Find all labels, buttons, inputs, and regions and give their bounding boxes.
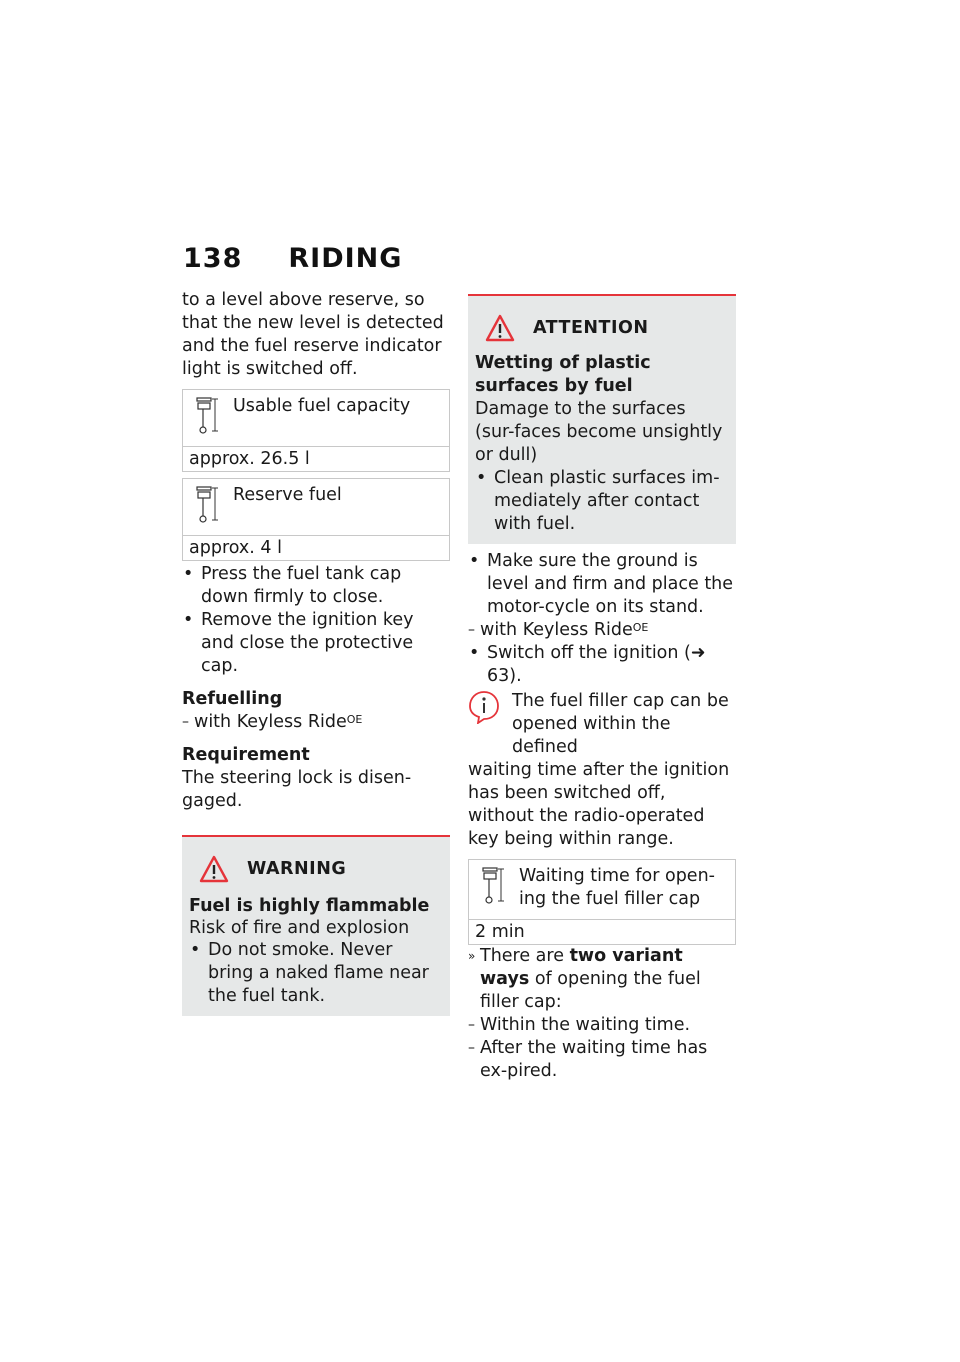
left-column (182, 289, 450, 1016)
dimension-icon (195, 484, 219, 524)
warning-heading: Fuel is highly flammable (189, 896, 430, 916)
list-item: • Do not smoke. Never bring a naked flame near the fuel tank. (189, 939, 442, 1008)
right-column (468, 294, 736, 1083)
refuelling-heading: Refuelling (182, 689, 283, 709)
spec-value: 2 min (475, 922, 525, 942)
note-text: The fuel filler cap can be opened within the defined (512, 691, 729, 757)
spec-waiting-time (468, 859, 736, 945)
attention-heading: Wetting of plastic surfaces by fuel (475, 353, 651, 396)
warning-icon (199, 855, 229, 883)
spec-label: Reserve fuel (233, 485, 342, 505)
info-note (468, 690, 736, 759)
variants-line: » There are two variant ways of opening the fuel filler cap: (468, 945, 736, 1014)
spec-value: approx. 26.5 l (189, 449, 310, 469)
requirement-text: The steering lock is disen-gaged. (182, 768, 412, 811)
page-number: 138 (183, 243, 243, 274)
warning-title: WARNING (247, 858, 347, 879)
oe-badge: OE (632, 621, 649, 634)
note-text-continued: waiting time after the ignition has been switched off, without the radio-operated key being within range. (468, 760, 730, 849)
section-title: RIDING (288, 243, 403, 274)
oe-badge: OE (346, 713, 363, 726)
attention-title: ATTENTION (533, 317, 649, 338)
warning-box (182, 835, 450, 1016)
spec-usable-fuel (182, 389, 450, 472)
list-item: – Within the waiting time. (468, 1014, 736, 1037)
list-item: • Make sure the ground is level and firm and place the motor-cycle on its stand. (468, 550, 736, 619)
keyless-line: – with Keyless Ride$^{OE}$ (468, 619, 736, 642)
list-item: – After the waiting time has ex-pired. (468, 1037, 736, 1083)
page-header (183, 243, 402, 274)
list-item: • Switch off the ignition (➜ 63). (468, 642, 736, 688)
attention-box (468, 294, 736, 544)
intro-text: to a level above reserve, so that the new level is detected and the fuel reserve indicator light is switched off. (182, 290, 444, 379)
spec-label: Waiting time for open-ing the fuel filler cap (519, 866, 715, 909)
warning-icon (485, 314, 515, 342)
requirement-heading: Requirement (182, 745, 310, 765)
dimension-icon (481, 865, 505, 905)
info-icon (468, 690, 500, 724)
spec-label: Usable fuel capacity (233, 396, 411, 416)
list-item: • Press the fuel tank cap down firmly to close. (182, 563, 450, 609)
warning-text: Risk of fire and explosion (189, 918, 410, 938)
list-item: • Remove the ignition key and close the protective cap. (182, 609, 450, 678)
attention-text: Damage to the surfaces (sur-faces become unsightly or dull) (475, 399, 723, 465)
dimension-icon (195, 395, 219, 435)
spec-value: approx. 4 l (189, 538, 282, 558)
spec-reserve-fuel (182, 478, 450, 561)
list-item: • Clean plastic surfaces im-mediately after contact with fuel. (475, 467, 728, 536)
keyless-line: – with Keyless Ride$^{OE}$ (182, 711, 450, 734)
